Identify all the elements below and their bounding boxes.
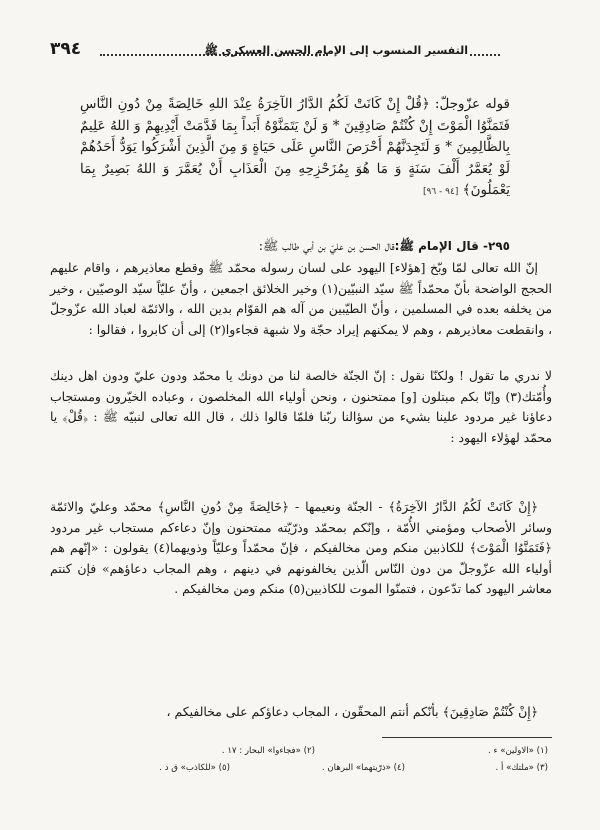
paragraph-4-text: ﴿إِنْ كُنْتُمْ صَادِقِينَ﴾ بأنّكم أنتم المحقّون ، المجاب دعاؤكم على مخالفيكم ، bbox=[166, 704, 538, 719]
paragraph-1 bbox=[50, 258, 552, 340]
paragraph-3 bbox=[50, 497, 552, 600]
paragraph-1-text: إنّ الله تعالى لمّا وبّخ [هؤلاء] اليهود على لسان رسوله محمّد ﷺ وقطع معاذيرهم ، واقام عليهم الحجج الواضحة بأنّ محمّداً ﷺ سيّد النبيّين(١) وخير الخلائق اجمعين ، وأنّ عليّاً سيّد الوصيّين ، وخير من يخلفه بعده في المسلمين ، وأنّ الطيّبين من آله هم القوّام بدين الله ، والائمّة لعباد الله عزّوجلّ ، وانقطعت معاذيرهم ، وهم لا يمكنهم إيراد حجّة ولا شبهة فجاءوا(٢) إلى أن كابروا ، فقالوا : bbox=[50, 260, 552, 337]
paragraph-4 bbox=[50, 702, 552, 723]
footnote-5: (٥) «للكاذب» ق د . bbox=[159, 763, 230, 773]
section-heading-text: قال الحسن بن عليّ بن أبي طالب ﷺ: bbox=[258, 238, 395, 253]
quran-passage bbox=[80, 94, 510, 204]
paragraph-3-text: ﴿إِنْ كَانَتْ لَكُمُ الدَّارُ الآخِرَةُ﴾ - الجنّة ونعيمها - ﴿خَالِصَةً مِنْ دُونِ النَّاسِ﴾ محمّد وعليّ والائمّة وسائر الأصحاب ومؤمني الأُمّة ، وإنّكم بمحمّد وذرّيّته ممتحنون وإنّ دعاءكم مستجاب غير مردود ﴿فَتَمَنَّوُا الْمَوْتَ﴾ للكاذبين منكم ومن مخالفيكم ، فإنّ محمّداً وعليّاً وذويهما(٤) يقولون : «إنّهم هم أولياء الله عزّوجلّ من دون النّاس الّذين يخالفونهم في دينهم ، وهم المجاب دعاؤهم» فإن كنتم معاشر اليهود كما تدّعون ، فتمنّوا الموت للكاذبين(٥) منكم ومن مخالفيكم . bbox=[50, 499, 552, 596]
footnote-2: (٢) «فجاءوا» البحار : ١٧ . bbox=[221, 746, 315, 756]
running-header-title: التفسير المنسوب إلى الإمام الحسن العسكري ﷺ bbox=[204, 44, 468, 57]
page-number: ٣٩٤ bbox=[50, 39, 82, 59]
paragraph-2-text: لا ندري ما تقول ! ولكنّا نقول : إنّ الجنّة خالصة لنا من دونك يا محمّد ودون عليّ ودون اهل دينك وأُمّتك(٣) وإنّا بكم مبتلون [و] ممتحنون ، ونحن أولياء الله المخلصون ، وعباده الخيّرون ومستجاب دعاؤنا غير مردود علينا بشيء من سؤالنا ربّنا فلمّا قالوا ذلك ، قال الله تعالى لنبيّه ﷺ : ﴿قُلْ﴾ يا محمّد لهؤلاء اليهود : bbox=[50, 368, 552, 445]
paragraph-2 bbox=[50, 366, 552, 448]
section-heading bbox=[90, 236, 510, 256]
quran-text: قوله عزّوجلّ: ﴿قُلْ إِنْ كَانَتْ لَكُمُ الدَّارُ الآخِرَةُ عِنْدَ اللهِ خَالِصَةً مِنْ دُونِ النَّاسِ فَتَمَنَّوُا الْمَوْتَ إِنْ كُنْتُمْ صَادِقِينَ * وَ لَنْ يَتَمَنَّوْهُ أَبَداً بِمَا قَدَّمَتْ أَيْدِيهِمْ وَ اللهُ عَلِيمٌ بِالظَّالِمِينَ * وَ لَتَجِدَنَّهُمْ أَحْرَصَ النَّاسِ عَلَى حَيَاةٍ وَ مِنَ الَّذِينَ أَشْرَكُوا يَوَدُّ أَحَدُهُمْ لَوْ يُعَمَّرُ أَلْفَ سَنَةٍ وَ مَا هُوَ بِمُزَحْزِحِهِ مِنَ الْعَذَابِ أَنْ يُعَمَّرَ وَ اللهُ بَصِيرٌ بِمَا يَعْمَلُونَ﴾ bbox=[80, 96, 510, 198]
verse-reference: [٩٤ - ٩٦] bbox=[423, 187, 459, 197]
footnote-3: (٣) «ملتك» أ . bbox=[495, 763, 548, 773]
footnote-rule bbox=[382, 737, 552, 738]
header-rule-right bbox=[470, 54, 500, 56]
footnote-4: (٤) «ذرّيتهما» البرهان . bbox=[321, 763, 405, 773]
section-number: ٢٩٥- قال الإمام ﷺ: bbox=[394, 239, 510, 253]
footnote-1: (١) «الاولين» ء . bbox=[487, 746, 548, 756]
